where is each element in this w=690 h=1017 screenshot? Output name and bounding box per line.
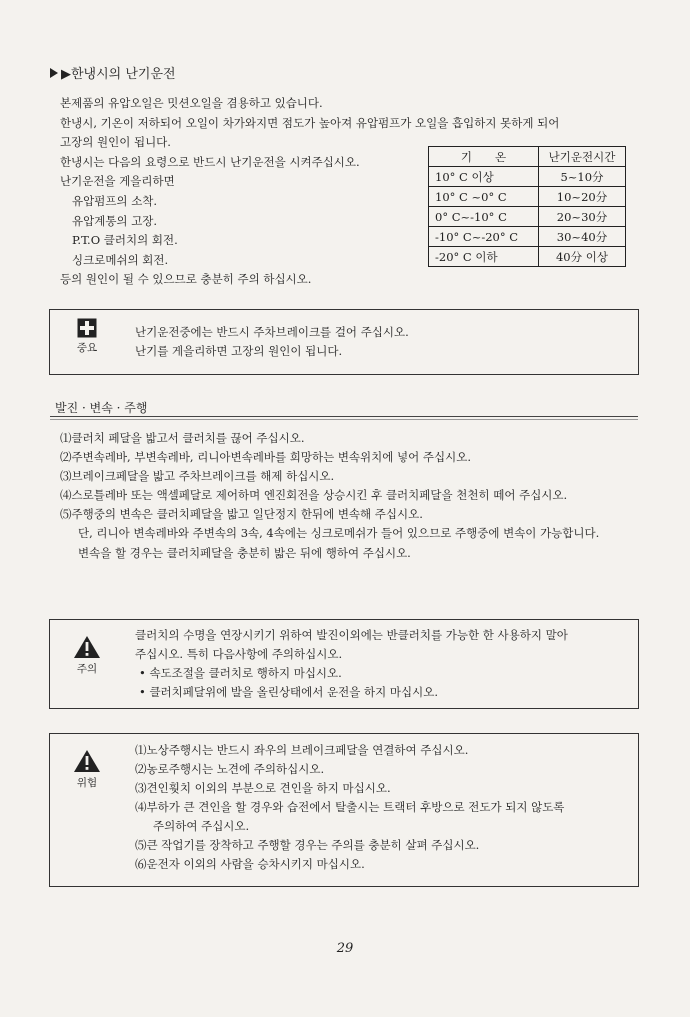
important-line: 난기를 게을리하면 고장의 원인이 됩니다. xyxy=(135,344,343,358)
danger-line: ⑴노상주행시는 반드시 좌우의 브레이크페달을 연결하여 주십시오. xyxy=(135,743,469,757)
caution-text xyxy=(135,626,568,702)
table-header-row xyxy=(429,147,626,167)
caution-line: • 클러치페달위에 발을 올린상태에서 운전을 하지 마십시오. xyxy=(139,685,438,699)
intro-line: 한냉시는 다음의 요령으로 반드시 난기운전을 시켜주십시오. xyxy=(60,154,360,169)
intro-line: 유압펌프의 소착. xyxy=(72,193,158,208)
table-cell: -10° C~-20° C xyxy=(429,227,539,247)
list-item: ⑴클러치 페달을 밟고서 클러치를 끊어 주십시오. xyxy=(60,431,305,445)
danger-notice-box xyxy=(49,733,639,887)
important-line: 난기운전중에는 반드시 주차브레이크를 걸어 주십시오. xyxy=(135,325,409,339)
table-cell: 10° C ~0° C xyxy=(429,187,539,207)
intro-line: 유압계통의 고장. xyxy=(72,213,158,228)
intro-line: 고장의 원인이 됩니다. xyxy=(60,135,171,150)
intro-line: 난기운전을 게을리하면 xyxy=(60,174,175,189)
list-item: ⑷스로틀레바 또는 액셀페달로 제어하며 엔진회전을 상승시킨 후 클러치페달을 천천히 떼어 주십시오. xyxy=(60,488,568,503)
danger-line: ⑷부하가 큰 견인을 할 경우와 습전에서 탈출시는 트랙터 후방으로 전도가 되지 않도록 xyxy=(135,800,565,814)
table-cell: 10~20分 xyxy=(539,187,626,207)
section-heading-text: ▶한냉시의 난기운전 xyxy=(61,67,176,82)
danger-line: ⑵농로주행시는 노견에 주의하십시오. xyxy=(135,762,325,776)
list-item: ⑶브레이크페달을 밟고 주차브레이크를 해제 하십시오. xyxy=(60,469,335,484)
warmup-time-table xyxy=(428,146,626,267)
intro-line: P.T.O 클러치의 회전. xyxy=(72,233,178,248)
table-cell: 10° C 이상 xyxy=(429,167,539,187)
intro-line: 등의 원인이 될 수 있으므로 충분히 주의 하십시오. xyxy=(60,272,312,287)
important-text xyxy=(135,323,409,361)
list-item-continuation: 변속을 할 경우는 클러치페달을 충분히 밟은 뒤에 행하여 주십시오. xyxy=(78,545,411,560)
danger-line: ⑸큰 작업기를 장착하고 주행할 경우는 주의를 충분히 살펴 주십시오. xyxy=(135,838,480,852)
table-cell: 5~10分 xyxy=(539,167,626,187)
cross-square-icon xyxy=(77,318,97,338)
section-title: 발진 · 변속 · 주행 xyxy=(55,401,148,415)
list-item-continuation: 단, 리니아 변속레바와 주변속의 3속, 4속에는 싱크로메쉬가 들어 있으므로 주행중에 변속이 가능합니다. xyxy=(78,526,600,541)
table-row xyxy=(429,227,626,247)
triangle-bullet-icon xyxy=(50,68,58,78)
important-label: 중요 xyxy=(76,342,98,354)
intro-line: 싱크로메쉬의 회전. xyxy=(72,252,169,267)
danger-line: 주의하여 주십시오. xyxy=(153,819,250,833)
intro-line: 한냉시, 기온이 저하되어 오일이 차가와지면 점도가 높아져 유압펌프가 오일을 흡입하지 못하게 되어 xyxy=(60,115,560,130)
danger-icon-wrap xyxy=(50,749,124,790)
danger-line: ⑹운전자 이외의 사람을 승차시키지 마십시오. xyxy=(135,857,365,871)
table-cell: 20~30分 xyxy=(539,207,626,227)
caution-notice-box xyxy=(49,619,639,709)
steps-list xyxy=(60,429,599,563)
warning-triangle-icon xyxy=(73,635,101,659)
section-divider xyxy=(50,419,638,420)
page-number: 29 xyxy=(336,941,354,956)
list-item: ⑸주행중의 변속은 클러치페달을 밟고 일단정지 한뒤에 변속해 주십시오. xyxy=(60,507,423,522)
important-notice-box xyxy=(49,309,639,375)
warning-triangle-icon xyxy=(73,749,101,773)
table-header-cell: 기 온 xyxy=(429,147,539,167)
table-cell: 30~40分 xyxy=(539,227,626,247)
table-header-cell: 난기운전시간 xyxy=(539,147,626,167)
table-cell: 40分 이상 xyxy=(539,247,626,267)
section-heading xyxy=(50,63,176,82)
danger-label: 위험 xyxy=(76,777,98,789)
table-row xyxy=(429,247,626,267)
list-item: ⑵주변속레바, 부변속레바, 리니아변속레바를 희망하는 변속위치에 넣어 주십시오. xyxy=(60,450,471,465)
caution-line: 주십시오. 특히 다음사항에 주의하십시오. xyxy=(135,647,343,661)
danger-text xyxy=(135,741,564,874)
table-cell: 0° C~-10° C xyxy=(429,207,539,227)
caution-icon-wrap xyxy=(50,635,124,676)
table-row xyxy=(429,167,626,187)
caution-label: 주의 xyxy=(76,663,98,675)
caution-line: 클러치의 수명을 연장시키기 위하여 발진이외에는 반클러치를 가능한 한 사용하지 말아 xyxy=(135,628,568,642)
important-icon-wrap xyxy=(50,318,124,355)
section-divider xyxy=(50,416,638,417)
caution-line: • 속도조절을 클러치로 행하지 마십시오. xyxy=(139,666,342,680)
table-row xyxy=(429,187,626,207)
intro-line: 본제품의 유압오일은 밋션오일을 겸용하고 있습니다. xyxy=(60,96,323,110)
table-cell: -20° C 이하 xyxy=(429,247,539,267)
table-row xyxy=(429,207,626,227)
danger-line: ⑶견인훳치 이외의 부분으로 견인을 하지 마십시오. xyxy=(135,781,391,795)
